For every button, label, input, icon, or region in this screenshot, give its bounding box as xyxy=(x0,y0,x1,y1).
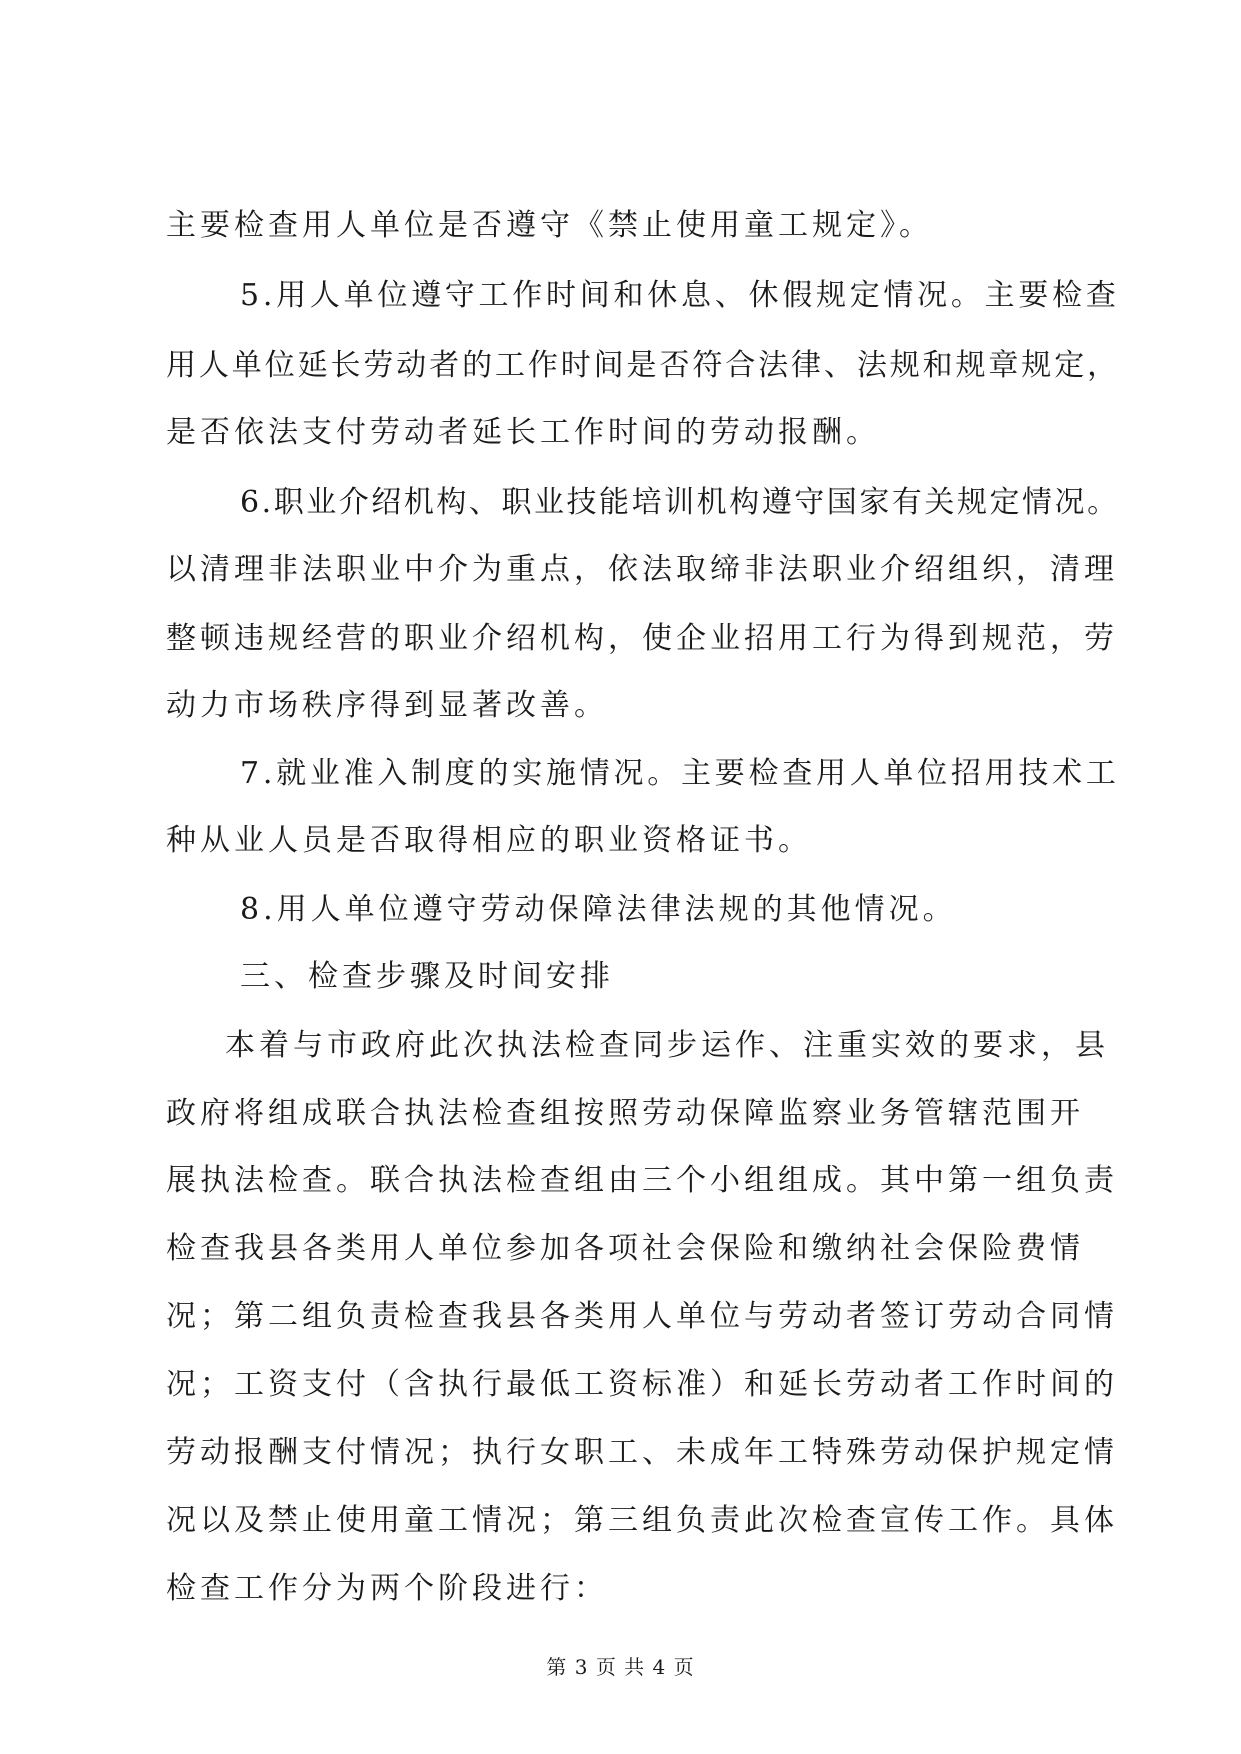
text-line: 8.用人单位遵守劳动保障法律法规的其他情况。 xyxy=(240,892,957,927)
text-line: 5.用人单位遵守工作时间和休息、休假规定情况。主要检查 xyxy=(240,278,1120,313)
text-line: 劳动报酬支付情况；执行女职工、未成年工特殊劳动保护规定情 xyxy=(166,1435,1118,1470)
text-line: 是否依法支付劳动者延长工作时间的劳动报酬。 xyxy=(166,415,880,450)
text-line: 种从业人员是否取得相应的职业资格证书。 xyxy=(166,823,812,858)
text-line: 本着与市政府此次执法检查同步运作、注重实效的要求，县 xyxy=(225,1028,1109,1063)
text-line: 整顿违规经营的职业介绍机构，使企业招用工行为得到规范，劳 xyxy=(166,621,1118,656)
text-line: 况；工资支付（含执行最低工资标准）和延长劳动者工作时间的 xyxy=(166,1367,1118,1402)
section-heading: 三、检查步骤及时间安排 xyxy=(240,959,614,994)
text-line: 用人单位延长劳动者的工作时间是否符合法律、法规和规章规定， xyxy=(166,348,1120,383)
text-line: 主要检查用人单位是否遵守《禁止使用童工规定》。 xyxy=(166,208,933,243)
text-line: 况；第二组负责检查我县各类用人单位与劳动者签订劳动合同情 xyxy=(166,1299,1118,1334)
text-line: 动力市场秩序得到显著改善。 xyxy=(166,688,608,723)
text-line: 以清理非法职业中介为重点，依法取缔非法职业介绍组织，清理 xyxy=(166,552,1118,587)
text-line: 检查我县各类用人单位参加各项社会保险和缴纳社会保险费情 xyxy=(166,1231,1084,1266)
text-line: 展执法检查。联合执法检查组由三个小组组成。其中第一组负责 xyxy=(166,1163,1118,1198)
text-line: 7.就业准入制度的实施情况。主要检查用人单位招用技术工 xyxy=(240,756,1120,791)
text-line: 检查工作分为两个阶段进行： xyxy=(166,1571,608,1606)
text-line: 6.职业介绍机构、职业技能培训机构遵守国家有关规定情况。 xyxy=(240,485,1120,520)
page-number-footer: 第 3 页 共 4 页 xyxy=(546,1655,695,1679)
text-line: 况以及禁止使用童工情况；第三组负责此次检查宣传工作。具体 xyxy=(166,1503,1118,1538)
text-line: 政府将组成联合执法检查组按照劳动保障监察业务管辖范围开 xyxy=(166,1096,1084,1131)
